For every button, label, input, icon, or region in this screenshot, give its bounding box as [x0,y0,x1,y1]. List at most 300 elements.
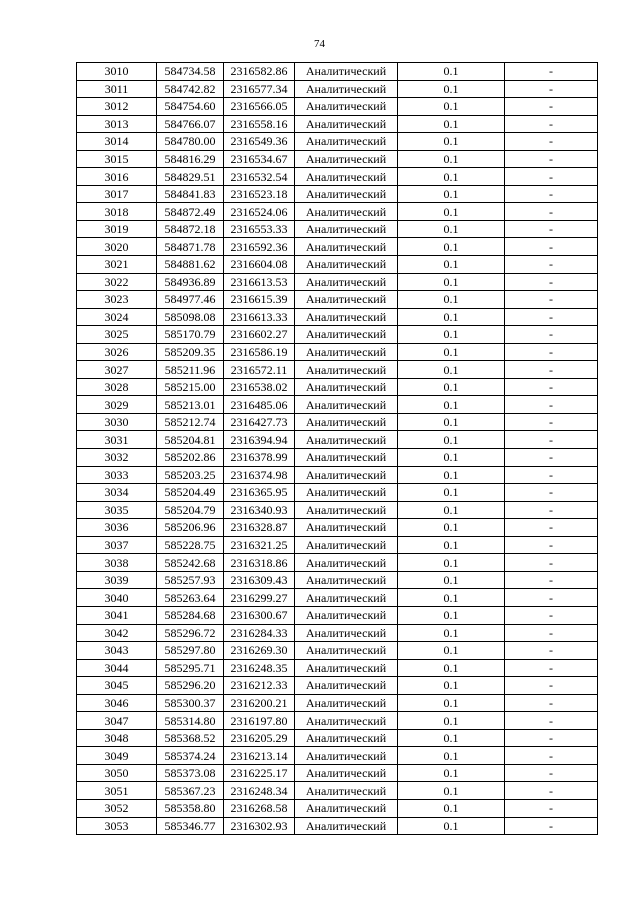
y-coordinate-cell: 2316318.86 [224,554,295,572]
point-number-cell: 3016 [77,168,157,186]
note-cell: - [505,606,598,624]
method-cell: Аналитический [295,238,398,256]
precision-cell: 0.1 [398,624,505,642]
method-cell: Аналитический [295,115,398,133]
point-number-cell: 3012 [77,98,157,116]
point-number-cell: 3011 [77,80,157,98]
point-number-cell: 3042 [77,624,157,642]
point-number-cell: 3047 [77,712,157,730]
y-coordinate-cell: 2316586.19 [224,343,295,361]
y-coordinate-cell: 2316374.98 [224,466,295,484]
note-cell: - [505,677,598,695]
y-coordinate-cell: 2316538.02 [224,378,295,396]
precision-cell: 0.1 [398,203,505,221]
point-number-cell: 3051 [77,782,157,800]
table-row [77,501,598,519]
x-coordinate-cell: 584754.60 [157,98,224,116]
method-cell: Аналитический [295,256,398,274]
precision-cell: 0.1 [398,554,505,572]
x-coordinate-cell: 584872.49 [157,203,224,221]
note-cell: - [505,729,598,747]
note-cell: - [505,291,598,309]
precision-cell: 0.1 [398,115,505,133]
note-cell: - [505,554,598,572]
point-number-cell: 3026 [77,343,157,361]
precision-cell: 0.1 [398,80,505,98]
point-number-cell: 3015 [77,150,157,168]
method-cell: Аналитический [295,817,398,835]
x-coordinate-cell: 585373.08 [157,764,224,782]
y-coordinate-cell: 2316213.14 [224,747,295,765]
method-cell: Аналитический [295,413,398,431]
method-cell: Аналитический [295,80,398,98]
point-number-cell: 3013 [77,115,157,133]
x-coordinate-cell: 584766.07 [157,115,224,133]
x-coordinate-cell: 585284.68 [157,606,224,624]
note-cell: - [505,764,598,782]
y-coordinate-cell: 2316532.54 [224,168,295,186]
note-cell: - [505,238,598,256]
point-number-cell: 3019 [77,220,157,238]
point-number-cell: 3038 [77,554,157,572]
x-coordinate-cell: 585295.71 [157,659,224,677]
precision-cell: 0.1 [398,168,505,186]
x-coordinate-cell: 585212.74 [157,413,224,431]
x-coordinate-cell: 585204.49 [157,484,224,502]
table-row [77,519,598,537]
table-row [77,115,598,133]
table-row [77,378,598,396]
method-cell: Аналитический [295,764,398,782]
precision-cell: 0.1 [398,63,505,81]
precision-cell: 0.1 [398,431,505,449]
precision-cell: 0.1 [398,782,505,800]
method-cell: Аналитический [295,642,398,660]
table-row [77,343,598,361]
table-row [77,203,598,221]
point-number-cell: 3043 [77,642,157,660]
method-cell: Аналитический [295,168,398,186]
table-row [77,799,598,817]
table-row [77,659,598,677]
table-row [77,484,598,502]
method-cell: Аналитический [295,431,398,449]
precision-cell: 0.1 [398,308,505,326]
point-number-cell: 3032 [77,449,157,467]
note-cell: - [505,484,598,502]
y-coordinate-cell: 2316427.73 [224,413,295,431]
method-cell: Аналитический [295,677,398,695]
y-coordinate-cell: 2316284.33 [224,624,295,642]
note-cell: - [505,642,598,660]
table-row [77,589,598,607]
x-coordinate-cell: 585263.64 [157,589,224,607]
y-coordinate-cell: 2316205.29 [224,729,295,747]
y-coordinate-cell: 2316566.05 [224,98,295,116]
y-coordinate-cell: 2316549.36 [224,133,295,151]
method-cell: Аналитический [295,396,398,414]
x-coordinate-cell: 585374.24 [157,747,224,765]
x-coordinate-cell: 585296.20 [157,677,224,695]
precision-cell: 0.1 [398,729,505,747]
note-cell: - [505,449,598,467]
y-coordinate-cell: 2316378.99 [224,449,295,467]
y-coordinate-cell: 2316248.35 [224,659,295,677]
y-coordinate-cell: 2316268.58 [224,799,295,817]
x-coordinate-cell: 585213.01 [157,396,224,414]
method-cell: Аналитический [295,343,398,361]
table-row [77,98,598,116]
precision-cell: 0.1 [398,291,505,309]
note-cell: - [505,273,598,291]
y-coordinate-cell: 2316300.67 [224,606,295,624]
note-cell: - [505,659,598,677]
method-cell: Аналитический [295,308,398,326]
note-cell: - [505,799,598,817]
precision-cell: 0.1 [398,396,505,414]
x-coordinate-cell: 585215.00 [157,378,224,396]
note-cell: - [505,624,598,642]
y-coordinate-cell: 2316269.30 [224,642,295,660]
x-coordinate-cell: 585314.80 [157,712,224,730]
x-coordinate-cell: 585228.75 [157,536,224,554]
precision-cell: 0.1 [398,817,505,835]
point-number-cell: 3044 [77,659,157,677]
precision-cell: 0.1 [398,677,505,695]
table-row [77,449,598,467]
precision-cell: 0.1 [398,747,505,765]
y-coordinate-cell: 2316615.39 [224,291,295,309]
table-row [77,168,598,186]
precision-cell: 0.1 [398,484,505,502]
table-row [77,712,598,730]
point-number-cell: 3053 [77,817,157,835]
note-cell: - [505,536,598,554]
x-coordinate-cell: 584977.46 [157,291,224,309]
table-row [77,361,598,379]
method-cell: Аналитический [295,150,398,168]
x-coordinate-cell: 585204.79 [157,501,224,519]
point-number-cell: 3017 [77,185,157,203]
method-cell: Аналитический [295,712,398,730]
note-cell: - [505,694,598,712]
table-row [77,63,598,81]
method-cell: Аналитический [295,782,398,800]
precision-cell: 0.1 [398,238,505,256]
point-number-cell: 3033 [77,466,157,484]
method-cell: Аналитический [295,519,398,537]
x-coordinate-cell: 585204.81 [157,431,224,449]
method-cell: Аналитический [295,589,398,607]
method-cell: Аналитический [295,449,398,467]
precision-cell: 0.1 [398,606,505,624]
y-coordinate-cell: 2316200.21 [224,694,295,712]
note-cell: - [505,712,598,730]
x-coordinate-cell: 585297.80 [157,642,224,660]
precision-cell: 0.1 [398,150,505,168]
note-cell: - [505,115,598,133]
coordinates-table [76,62,598,835]
y-coordinate-cell: 2316613.33 [224,308,295,326]
y-coordinate-cell: 2316394.94 [224,431,295,449]
precision-cell: 0.1 [398,571,505,589]
method-cell: Аналитический [295,484,398,502]
method-cell: Аналитический [295,326,398,344]
x-coordinate-cell: 585209.35 [157,343,224,361]
y-coordinate-cell: 2316577.34 [224,80,295,98]
point-number-cell: 3035 [77,501,157,519]
note-cell: - [505,519,598,537]
method-cell: Аналитический [295,185,398,203]
x-coordinate-cell: 585170.79 [157,326,224,344]
note-cell: - [505,343,598,361]
y-coordinate-cell: 2316534.67 [224,150,295,168]
note-cell: - [505,308,598,326]
table-row [77,606,598,624]
y-coordinate-cell: 2316328.87 [224,519,295,537]
point-number-cell: 3030 [77,413,157,431]
table-row [77,413,598,431]
note-cell: - [505,747,598,765]
method-cell: Аналитический [295,747,398,765]
y-coordinate-cell: 2316299.27 [224,589,295,607]
y-coordinate-cell: 2316309.43 [224,571,295,589]
point-number-cell: 3039 [77,571,157,589]
method-cell: Аналитический [295,291,398,309]
note-cell: - [505,571,598,589]
x-coordinate-cell: 585202.86 [157,449,224,467]
point-number-cell: 3045 [77,677,157,695]
note-cell: - [505,133,598,151]
coordinates-table-body [77,63,598,835]
table-row [77,150,598,168]
table-row [77,536,598,554]
point-number-cell: 3025 [77,326,157,344]
method-cell: Аналитический [295,220,398,238]
point-number-cell: 3020 [77,238,157,256]
note-cell: - [505,361,598,379]
table-row [77,694,598,712]
precision-cell: 0.1 [398,519,505,537]
precision-cell: 0.1 [398,378,505,396]
point-number-cell: 3022 [77,273,157,291]
precision-cell: 0.1 [398,185,505,203]
note-cell: - [505,98,598,116]
x-coordinate-cell: 584829.51 [157,168,224,186]
point-number-cell: 3021 [77,256,157,274]
x-coordinate-cell: 585098.08 [157,308,224,326]
note-cell: - [505,220,598,238]
table-row [77,256,598,274]
table-row [77,291,598,309]
note-cell: - [505,326,598,344]
point-number-cell: 3031 [77,431,157,449]
y-coordinate-cell: 2316592.36 [224,238,295,256]
method-cell: Аналитический [295,133,398,151]
point-number-cell: 3018 [77,203,157,221]
method-cell: Аналитический [295,606,398,624]
y-coordinate-cell: 2316558.16 [224,115,295,133]
x-coordinate-cell: 584936.89 [157,273,224,291]
method-cell: Аналитический [295,501,398,519]
x-coordinate-cell: 584881.62 [157,256,224,274]
x-coordinate-cell: 584841.83 [157,185,224,203]
table-row [77,273,598,291]
table-row [77,326,598,344]
y-coordinate-cell: 2316197.80 [224,712,295,730]
x-coordinate-cell: 585206.96 [157,519,224,537]
method-cell: Аналитический [295,554,398,572]
table-row [77,677,598,695]
x-coordinate-cell: 584872.18 [157,220,224,238]
method-cell: Аналитический [295,729,398,747]
point-number-cell: 3050 [77,764,157,782]
precision-cell: 0.1 [398,764,505,782]
y-coordinate-cell: 2316212.33 [224,677,295,695]
page-number: 74 [314,38,325,50]
table-row [77,817,598,835]
table-row [77,466,598,484]
point-number-cell: 3034 [77,484,157,502]
x-coordinate-cell: 585211.96 [157,361,224,379]
y-coordinate-cell: 2316321.25 [224,536,295,554]
note-cell: - [505,817,598,835]
note-cell: - [505,185,598,203]
note-cell: - [505,256,598,274]
point-number-cell: 3037 [77,536,157,554]
y-coordinate-cell: 2316553.33 [224,220,295,238]
precision-cell: 0.1 [398,536,505,554]
point-number-cell: 3046 [77,694,157,712]
note-cell: - [505,80,598,98]
precision-cell: 0.1 [398,326,505,344]
precision-cell: 0.1 [398,98,505,116]
precision-cell: 0.1 [398,712,505,730]
note-cell: - [505,466,598,484]
table-row [77,308,598,326]
precision-cell: 0.1 [398,133,505,151]
note-cell: - [505,150,598,168]
table-row [77,133,598,151]
x-coordinate-cell: 585203.25 [157,466,224,484]
method-cell: Аналитический [295,63,398,81]
x-coordinate-cell: 584871.78 [157,238,224,256]
point-number-cell: 3023 [77,291,157,309]
point-number-cell: 3028 [77,378,157,396]
note-cell: - [505,501,598,519]
point-number-cell: 3027 [77,361,157,379]
method-cell: Аналитический [295,466,398,484]
table-row [77,571,598,589]
y-coordinate-cell: 2316524.06 [224,203,295,221]
x-coordinate-cell: 585368.52 [157,729,224,747]
precision-cell: 0.1 [398,413,505,431]
x-coordinate-cell: 584742.82 [157,80,224,98]
method-cell: Аналитический [295,361,398,379]
point-number-cell: 3036 [77,519,157,537]
point-number-cell: 3048 [77,729,157,747]
table-row [77,729,598,747]
point-number-cell: 3014 [77,133,157,151]
x-coordinate-cell: 585257.93 [157,571,224,589]
method-cell: Аналитический [295,378,398,396]
point-number-cell: 3041 [77,606,157,624]
note-cell: - [505,413,598,431]
method-cell: Аналитический [295,624,398,642]
precision-cell: 0.1 [398,273,505,291]
point-number-cell: 3040 [77,589,157,607]
precision-cell: 0.1 [398,694,505,712]
table-row [77,764,598,782]
precision-cell: 0.1 [398,361,505,379]
method-cell: Аналитический [295,659,398,677]
table-row [77,185,598,203]
y-coordinate-cell: 2316523.18 [224,185,295,203]
precision-cell: 0.1 [398,343,505,361]
method-cell: Аналитический [295,273,398,291]
point-number-cell: 3029 [77,396,157,414]
y-coordinate-cell: 2316225.17 [224,764,295,782]
x-coordinate-cell: 585300.37 [157,694,224,712]
x-coordinate-cell: 584780.00 [157,133,224,151]
note-cell: - [505,63,598,81]
point-number-cell: 3024 [77,308,157,326]
x-coordinate-cell: 585367.23 [157,782,224,800]
y-coordinate-cell: 2316613.53 [224,273,295,291]
y-coordinate-cell: 2316485.06 [224,396,295,414]
note-cell: - [505,203,598,221]
precision-cell: 0.1 [398,220,505,238]
table-row [77,624,598,642]
method-cell: Аналитический [295,799,398,817]
table-row [77,747,598,765]
method-cell: Аналитический [295,203,398,221]
y-coordinate-cell: 2316572.11 [224,361,295,379]
point-number-cell: 3049 [77,747,157,765]
y-coordinate-cell: 2316604.08 [224,256,295,274]
note-cell: - [505,168,598,186]
y-coordinate-cell: 2316582.86 [224,63,295,81]
table-row [77,642,598,660]
precision-cell: 0.1 [398,642,505,660]
point-number-cell: 3052 [77,799,157,817]
note-cell: - [505,431,598,449]
precision-cell: 0.1 [398,449,505,467]
precision-cell: 0.1 [398,256,505,274]
table-row [77,554,598,572]
y-coordinate-cell: 2316248.34 [224,782,295,800]
precision-cell: 0.1 [398,501,505,519]
method-cell: Аналитический [295,571,398,589]
table-row [77,80,598,98]
method-cell: Аналитический [295,98,398,116]
note-cell: - [505,378,598,396]
note-cell: - [505,589,598,607]
note-cell: - [505,396,598,414]
precision-cell: 0.1 [398,466,505,484]
precision-cell: 0.1 [398,659,505,677]
precision-cell: 0.1 [398,799,505,817]
x-coordinate-cell: 585242.68 [157,554,224,572]
x-coordinate-cell: 585358.80 [157,799,224,817]
table-row [77,238,598,256]
y-coordinate-cell: 2316302.93 [224,817,295,835]
y-coordinate-cell: 2316602.27 [224,326,295,344]
x-coordinate-cell: 585346.77 [157,817,224,835]
table-row [77,396,598,414]
x-coordinate-cell: 585296.72 [157,624,224,642]
precision-cell: 0.1 [398,589,505,607]
